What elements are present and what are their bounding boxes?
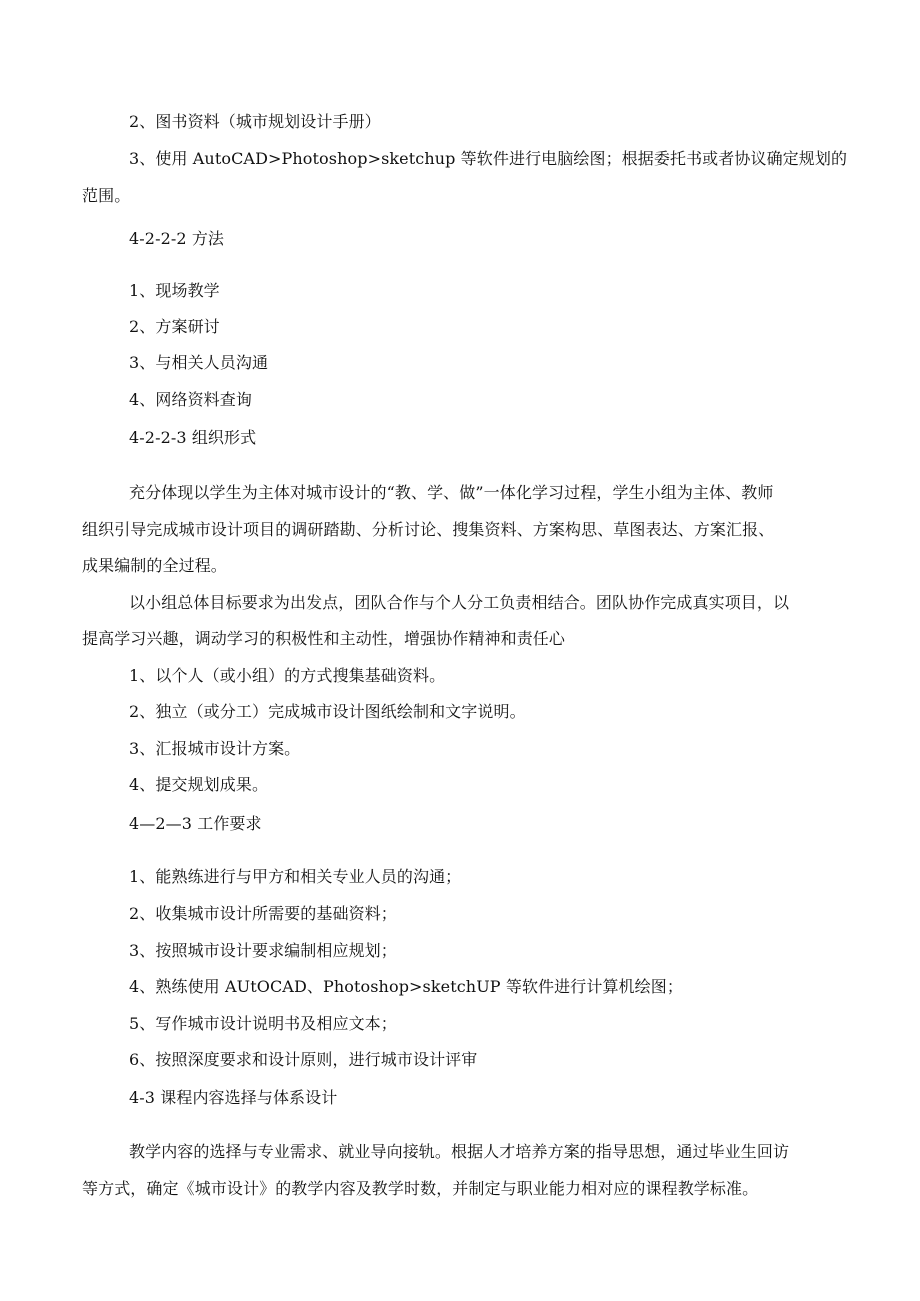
paragraph-line: 等方式，确定《城市设计》的教学内容及教学时数，并制定与职业能力相对应的课程教学标准。 [82, 1179, 759, 1198]
paragraph-line: 提高学习兴趣，调动学习的积极性和主动性，增强协作精神和责任心 [82, 629, 566, 648]
list-item: 2、独立（或分工）完成城市设计图纸绘制和文字说明。 [129, 702, 526, 721]
paragraph-line: 教学内容的选择与专业需求、就业导向接轨。根据人才培养方案的指导思想，通过毕业生回访 [129, 1142, 790, 1161]
paragraph-line: 充分体现以学生为主体对城市设计的“教、学、做”一体化学习过程，学生小组为主体、教师 [129, 483, 774, 502]
list-item-software: 3、使用 AutoCAD>Photoshop>sketchup 等软件进行电脑绘图；根据委托书或者协议确定规划的 [129, 149, 848, 168]
list-item: 5、写作城市设计说明书及相应文本； [129, 1014, 397, 1033]
list-item: 4、网络资料查询 [129, 390, 252, 409]
list-item: 2、收集城市设计所需要的基础资料； [129, 904, 397, 923]
list-item-books: 2、图书资料（城市规划设计手册） [129, 112, 381, 131]
section-heading-method: 4-2-2-2 方法 [129, 229, 225, 248]
list-item: 1、以个人（或小组）的方式搜集基础资料。 [129, 666, 446, 685]
list-item: 4、提交规划成果。 [129, 775, 269, 794]
paragraph-line: 以小组总体目标要求为出发点，团队合作与个人分工负责相结合。团队协作完成真实项目，以 [129, 593, 790, 612]
section-heading-requirements: 4—2—3 工作要求 [129, 814, 262, 833]
text-line: 范围。 [82, 186, 131, 205]
list-item: 1、能熟练进行与甲方和相关专业人员的沟通； [129, 867, 462, 886]
list-item: 3、按照城市设计要求编制相应规划； [129, 941, 397, 960]
list-item: 2、方案研讨 [129, 317, 220, 336]
list-item: 4、熟练使用 AUtOCAD、Photoshop>sketchUP 等软件进行计算机绘图； [129, 977, 683, 996]
list-item: 3、汇报城市设计方案。 [129, 739, 301, 758]
list-item: 6、按照深度要求和设计原则，进行城市设计评审 [129, 1050, 478, 1069]
section-heading-organization: 4-2-2-3 组织形式 [129, 428, 257, 447]
paragraph-line: 组织引导完成城市设计项目的调研踏勘、分析讨论、搜集资料、方案构思、草图表达、方案汇报、 [82, 520, 775, 539]
paragraph-line: 成果编制的全过程。 [82, 556, 227, 575]
list-item: 1、现场教学 [129, 281, 220, 300]
section-heading-course-content: 4-3 课程内容选择与体系设计 [129, 1088, 338, 1107]
list-item: 3、与相关人员沟通 [129, 353, 269, 372]
